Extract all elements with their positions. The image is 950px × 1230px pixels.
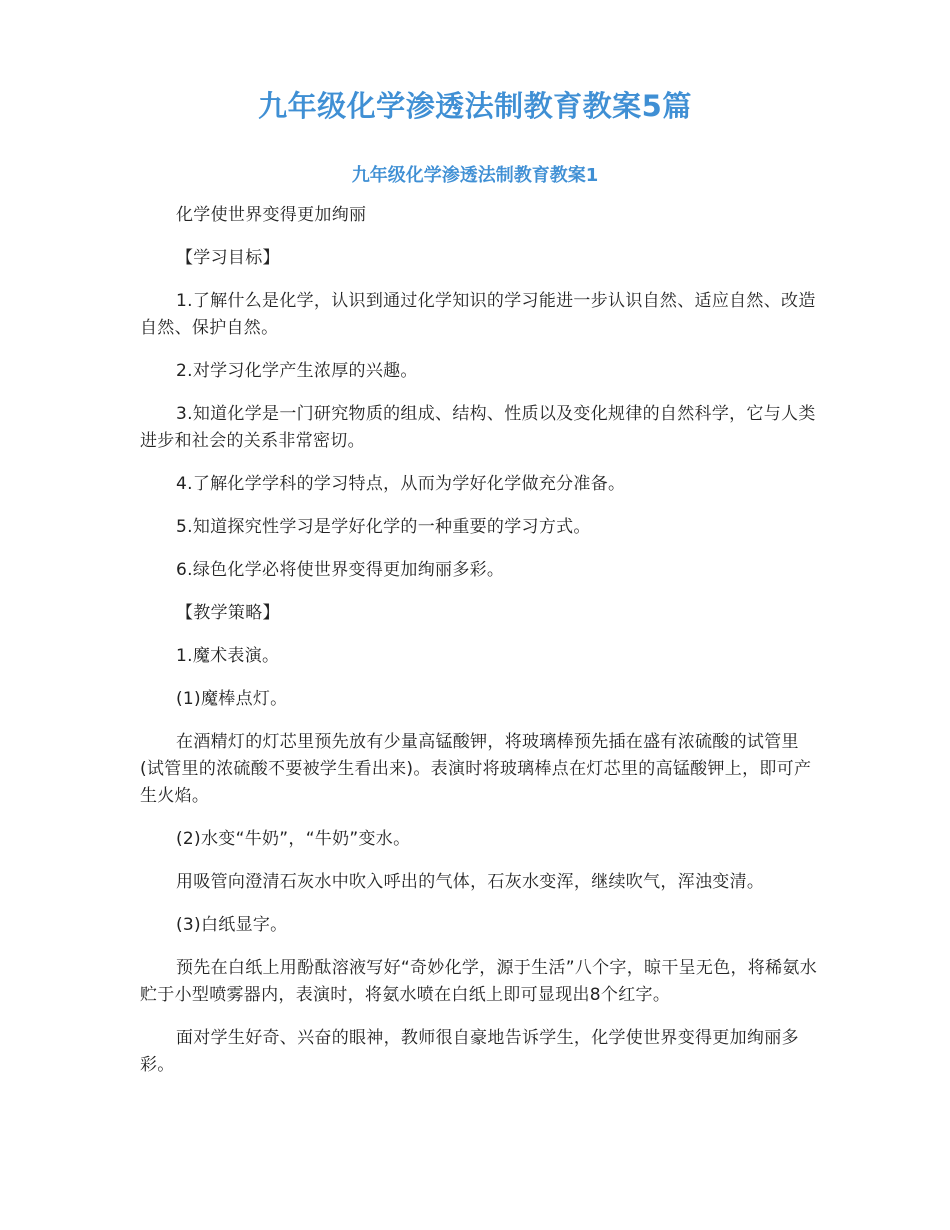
objective-item: 4.了解化学学科的学习特点，从而为学好化学做充分准备。 [176,474,626,494]
demo-description: 预先在白纸上用酚酞溶液写好“奇妙化学，源于生活”八个字，晾干呈无色，将稀氨水贮于小型喷雾器内，表演时，将氨水喷在白纸上即可显现出8个红字。 [140,958,818,1005]
document-title: 九年级化学渗透法制教育教案5篇 [258,89,692,123]
heading-learning-objectives: 【学习目标】 [176,248,280,268]
objective-item: 6.绿色化学必将使世界变得更加绚丽多彩。 [176,560,505,580]
demo-title: (1)魔棒点灯。 [176,689,288,709]
objective-item: 1.了解什么是化学，认识到通过化学知识的学习能进一步认识自然、适应自然、改造自然、保护自然。 [140,291,816,338]
demo-title: (3)白纸显字。 [176,915,288,935]
demo-description: 在酒精灯的灯芯里预先放有少量高锰酸钾，将玻璃棒预先插在盛有浓硫酸的试管里(试管里的浓硫酸不要被学生看出来)。表演时将玻璃棒点在灯芯里的高锰酸钾上，即可产生火焰。 [140,732,812,806]
objective-item: 3.知道化学是一门研究物质的组成、结构、性质以及变化规律的自然科学，它与人类进步和社会的关系非常密切。 [140,404,816,451]
objective-item: 2.对学习化学产生浓厚的兴趣。 [176,361,418,381]
section-title: 九年级化学渗透法制教育教案1 [351,165,599,186]
demo-title: (2)水变“牛奶”，“牛奶”变水。 [176,829,411,849]
heading-teaching-strategy: 【教学策略】 [176,603,280,623]
strategy-item: 1.魔术表演。 [176,646,280,666]
closing-paragraph: 面对学生好奇、兴奋的眼神，教师很自豪地告诉学生，化学使世界变得更加绚丽多彩。 [140,1028,799,1075]
document-body [140,202,820,1095]
demo-description: 用吸管向澄清石灰水中吹入呼出的气体，石灰水变浑，继续吹气，浑浊变清。 [176,872,765,892]
paragraph-intro: 化学使世界变得更加绚丽 [176,205,367,225]
objective-item: 5.知道探究性学习是学好化学的一种重要的学习方式。 [176,517,591,537]
